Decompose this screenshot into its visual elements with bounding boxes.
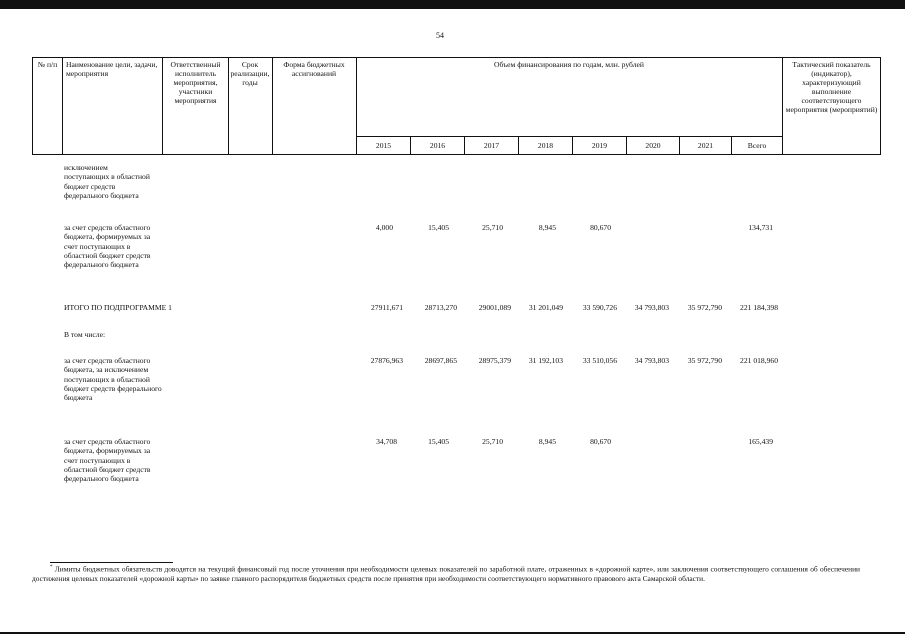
row-value: 34,708	[376, 437, 397, 446]
row-value: 35 972,790	[687, 356, 722, 365]
row-value: 80,670	[590, 437, 611, 446]
row-value: 31 192,103	[528, 356, 563, 365]
row-value: 28697,865	[424, 356, 457, 365]
header-term: Срок реализации, годы	[230, 60, 270, 87]
row-value: 165,439	[748, 437, 773, 446]
header-name: Наименование цели, задачи, мероприятия	[66, 60, 158, 78]
year-2017: 2017	[483, 141, 500, 150]
row-value: 34 793,803	[634, 356, 669, 365]
row-value: 80,670	[590, 223, 611, 232]
row-value: 25,710	[482, 223, 503, 232]
footnote-text: Лимиты бюджетных обязательств доводятся на текущий финансовый год после уточнения при необходимости целевых показателей по заработной плате, отраженных в «дорожной карте», или заключения соответствующего соглашения об обеспечении достижения целевых показателей «дорожной карты» по заявке главного распорядителя бюджетных средств после принятия при необходимости соответствующего нормативного правового акта Самарской области.	[32, 564, 860, 584]
header-indicator: Тактический показатель (индикатор), характеризующий выполнение соответствующего мероприятия (мероприятий)	[785, 60, 878, 114]
row-label: за счет средств областного бюджета, формируемых за счет поступающих в областной бюджет средств федерального бюджета	[64, 223, 151, 270]
row-value: 8,945	[538, 437, 556, 446]
row-value: 33 590,726	[582, 303, 617, 312]
row-value: 31 201,049	[528, 303, 563, 312]
row-label: В том числе:	[64, 330, 106, 339]
year-2016: 2016	[429, 141, 446, 150]
top-border	[0, 0, 905, 9]
row-value: 4,000	[375, 223, 393, 232]
page-number: 54	[436, 31, 444, 40]
year-2019: 2019	[591, 141, 608, 150]
year-2021: 2021	[697, 141, 714, 150]
row-value: 35 972,790	[687, 303, 722, 312]
row-value: 28975,379	[478, 356, 511, 365]
header-form: Форма бюджетных ассигнований	[283, 60, 345, 78]
header-funding: Объем финансирования по годам, млн. рублей	[494, 60, 644, 69]
row-value: 15,405	[428, 437, 449, 446]
footnote-mark: *	[50, 565, 53, 570]
year-2015: 2015	[375, 141, 392, 150]
row-label: ИТОГО ПО ПОДПРОГРАММЕ 1	[64, 303, 172, 312]
row-value: 134,731	[748, 223, 773, 232]
bottom-border	[0, 632, 905, 634]
row-value: 25,710	[482, 437, 503, 446]
row-value: 34 793,803	[634, 303, 669, 312]
header-num: № п/п	[37, 60, 58, 69]
row-value: 33 510,056	[582, 356, 617, 365]
year-2018: 2018	[537, 141, 554, 150]
row-value: 15,405	[428, 223, 449, 232]
row-value: 27876,963	[370, 356, 403, 365]
footnote	[32, 563, 860, 584]
row-value: 8,945	[538, 223, 556, 232]
header-responsible: Ответственный исполнитель мероприятия, участники мероприятия	[170, 60, 221, 105]
row-value: 29001,089	[478, 303, 511, 312]
row-value: 221 018,960	[740, 356, 778, 365]
year-2020: 2020	[645, 141, 661, 150]
year-total: Всего	[747, 141, 767, 150]
row-label: исключением поступающих в областной бюджет средств федерального бюджета	[64, 163, 150, 200]
row-label: за счет средств областного бюджета, за исключением поступающих в областной бюджет средств федерального бюджета	[64, 356, 162, 403]
row-value: 28713,270	[424, 303, 457, 312]
row-value: 27911,671	[371, 303, 403, 312]
table-header	[32, 57, 881, 155]
row-label: за счет средств областного бюджета, формируемых за счет поступающих в областной бюджет средств федерального бюджета	[64, 437, 151, 484]
row-value: 221 184,398	[740, 303, 778, 312]
